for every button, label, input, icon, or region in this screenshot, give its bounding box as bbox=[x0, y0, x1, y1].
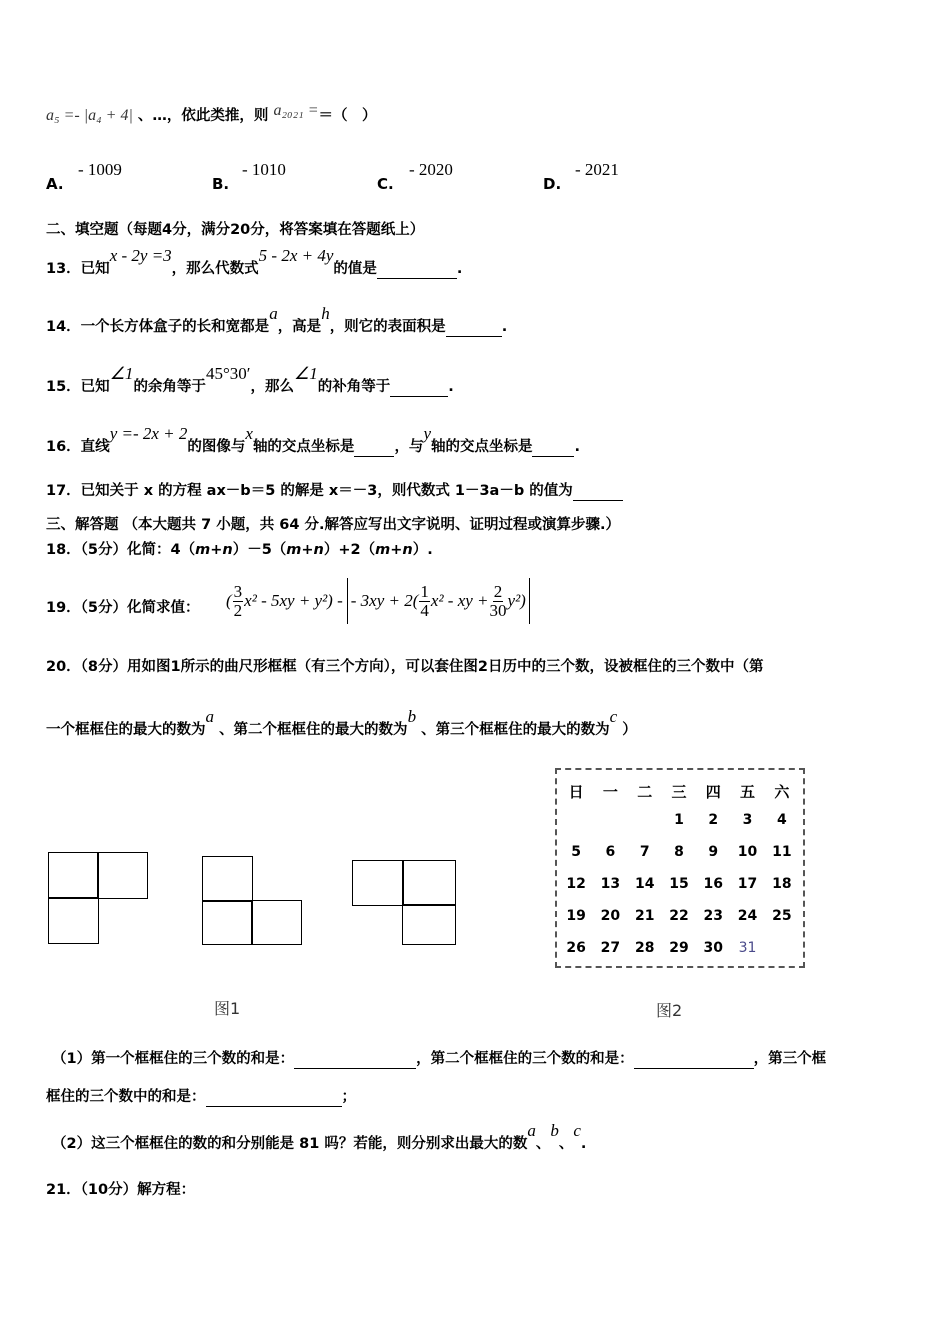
q20-text: 、第三个框框住的最大的数为 bbox=[421, 722, 610, 738]
calendar-day: 5 bbox=[571, 844, 582, 860]
weekday: 日 bbox=[568, 782, 584, 801]
calendar-figure bbox=[555, 768, 805, 968]
option-d-value: - 2021 bbox=[575, 160, 619, 179]
q18-text: ）－5（ bbox=[232, 542, 287, 558]
calendar-day bbox=[559, 804, 593, 836]
q13-text: 13．已知 bbox=[46, 261, 110, 277]
square bbox=[202, 856, 253, 902]
question-13 bbox=[46, 246, 463, 279]
q14-text: ，则它的表面积是 bbox=[329, 319, 446, 335]
calendar-day: 11 bbox=[772, 844, 792, 860]
square bbox=[352, 860, 404, 906]
figure-1-caption: 图1 bbox=[214, 999, 241, 1018]
q15-text: 的补角等于 bbox=[317, 379, 391, 395]
calendar-day: 30 bbox=[703, 940, 723, 956]
sub1-text: ，第三个框 bbox=[753, 1051, 827, 1067]
sub1-text: （1）第一个框框住的三个数的和是： bbox=[52, 1051, 295, 1067]
calendar-day bbox=[593, 804, 627, 836]
q15-text: 的余角等于 bbox=[133, 379, 206, 395]
q20-text: ） bbox=[622, 722, 637, 738]
answer-blank bbox=[446, 336, 502, 337]
sub2-text: 、 bbox=[558, 1136, 574, 1152]
math-expr: b bbox=[407, 707, 417, 726]
fraction bbox=[419, 583, 430, 620]
calendar-day bbox=[765, 932, 799, 964]
numerator: 1 bbox=[420, 581, 429, 601]
question-20-sub2 bbox=[52, 1121, 587, 1154]
calendar-day: 14 bbox=[634, 876, 655, 892]
option-b-value: - 1010 bbox=[242, 160, 286, 179]
q13-text: . bbox=[456, 261, 463, 277]
answer-blank bbox=[294, 1068, 416, 1069]
math-expr: a bbox=[527, 1121, 536, 1140]
q13-text: 的值是 bbox=[333, 261, 377, 277]
sub1-text: ，第二个框框住的三个数的和是： bbox=[416, 1051, 634, 1067]
fraction bbox=[490, 583, 507, 620]
square bbox=[402, 860, 456, 906]
q14-text: ，高是 bbox=[277, 319, 322, 335]
sub1-text: ； bbox=[341, 1089, 356, 1105]
fraction bbox=[233, 583, 244, 620]
question-17 bbox=[46, 481, 623, 501]
q20-text: 一个框框住的最大的数为 bbox=[46, 722, 206, 738]
math-expr: ∠1 bbox=[293, 364, 318, 383]
bracket-group bbox=[347, 578, 530, 624]
calendar-day bbox=[628, 804, 662, 836]
sub1-text: 框住的三个数中的和是： bbox=[46, 1089, 206, 1105]
q16-text: 轴的交点坐标是 bbox=[252, 439, 355, 455]
weekday: 二 bbox=[637, 782, 653, 801]
calendar-week-row bbox=[559, 868, 799, 900]
option-b-label: B. bbox=[212, 175, 230, 193]
calendar-table bbox=[559, 778, 799, 964]
calendar-day: 27 bbox=[600, 940, 621, 956]
figure-2-caption: 图2 bbox=[656, 1001, 683, 1020]
math-part: - 3xy + 2( bbox=[350, 591, 419, 610]
q19-text: 19．（5分）化简求值： bbox=[46, 600, 200, 616]
calendar-day: 9 bbox=[708, 844, 719, 860]
math-a2021: a₂₀₂₁ = bbox=[273, 102, 319, 119]
answer-blank bbox=[573, 500, 623, 501]
calendar-day: 2 bbox=[708, 812, 719, 828]
math-part: x² - xy + bbox=[430, 591, 489, 610]
math-expr: c bbox=[573, 1121, 581, 1140]
q12-tail: ＝（ ） bbox=[318, 108, 377, 124]
square bbox=[97, 852, 148, 899]
calendar-day: 20 bbox=[600, 908, 621, 924]
calendar-day: 4 bbox=[776, 812, 787, 828]
calendar-day: 8 bbox=[674, 844, 684, 860]
option-c-value: - 2020 bbox=[409, 160, 453, 179]
weekday: 四 bbox=[705, 782, 721, 801]
option-c-label: C. bbox=[377, 175, 394, 193]
question-14 bbox=[46, 304, 508, 337]
math-expr: y =- 2x + 2 bbox=[109, 424, 188, 443]
sub2-text: （2）这三个框框住的数的和分别能是 81 吗？若能，则分别求出最大的数 bbox=[52, 1136, 528, 1152]
denominator: 4 bbox=[420, 600, 429, 620]
q13-text: ，那么代数式 bbox=[171, 261, 259, 277]
answer-blank bbox=[377, 278, 457, 279]
calendar-day: 1 bbox=[674, 812, 684, 828]
denominator: 2 bbox=[233, 600, 243, 620]
weekday: 六 bbox=[774, 782, 790, 801]
q18-text: ）. bbox=[412, 542, 433, 558]
answer-blank bbox=[354, 456, 394, 457]
math-a5: a₅ =- |a₄ + 4| bbox=[46, 107, 133, 124]
q16-text: 16．直线 bbox=[46, 439, 110, 455]
answer-blank bbox=[206, 1106, 342, 1107]
question-12-stem bbox=[46, 102, 377, 126]
q16-text: . bbox=[574, 439, 580, 455]
q15-text: 15．已知 bbox=[46, 379, 110, 395]
math-expr: x - 2y =3 bbox=[109, 246, 172, 265]
math-expr: m+n bbox=[195, 542, 233, 558]
calendar-week-row bbox=[559, 836, 799, 868]
option-a-label: A. bbox=[46, 175, 64, 193]
denominator: 30 bbox=[489, 600, 507, 620]
math-expr: 45°30′ bbox=[205, 364, 251, 383]
question-20-sub1-line2 bbox=[46, 1087, 356, 1107]
q16-text: 轴的交点坐标是 bbox=[430, 439, 533, 455]
calendar-day: 28 bbox=[634, 940, 655, 956]
math-expr: 5 - 2x + 4y bbox=[258, 246, 334, 265]
calendar-day: 7 bbox=[639, 844, 650, 860]
math-expr: c bbox=[609, 707, 618, 726]
calendar-day: 12 bbox=[566, 876, 586, 892]
weekday: 五 bbox=[740, 782, 756, 801]
q17-text: 17．已知关于 x 的方程 ax－b＝5 的解是 x＝－3，则代数式 1－3a－b 的值为 bbox=[46, 483, 573, 499]
math-expr: h bbox=[321, 304, 330, 323]
q20-text: 、第二个框框住的最大的数为 bbox=[219, 722, 408, 738]
question-20-sub1-line1 bbox=[52, 1049, 826, 1069]
calendar-day: 18 bbox=[772, 876, 792, 892]
option-a-value: - 1009 bbox=[78, 160, 122, 179]
numerator: 3 bbox=[233, 581, 243, 601]
calendar-day: 21 bbox=[634, 908, 655, 924]
calendar-day: 15 bbox=[669, 876, 689, 892]
calendar-day: 3 bbox=[742, 812, 753, 828]
calendar-day: 23 bbox=[703, 908, 723, 924]
question-15 bbox=[46, 364, 454, 397]
q18-text: ）+2（ bbox=[323, 542, 376, 558]
q15-text: . bbox=[448, 379, 454, 395]
section-3-heading: 三、解答题 （本大题共 7 小题，共 64 分.解答应写出文字说明、证明过程或演算步骤.） bbox=[46, 517, 621, 533]
calendar-day: 29 bbox=[669, 940, 689, 956]
q14-text: 14．一个长方体盒子的长和宽都是 bbox=[46, 319, 270, 335]
question-19 bbox=[46, 581, 526, 620]
calendar-day: 6 bbox=[605, 844, 616, 860]
q15-text: ，那么 bbox=[250, 379, 294, 395]
calendar-day: 26 bbox=[566, 940, 586, 956]
numerator: 2 bbox=[493, 581, 503, 601]
math-part: ( bbox=[226, 591, 232, 610]
calendar-day: 24 bbox=[737, 908, 758, 924]
answer-blank bbox=[634, 1068, 754, 1069]
math-expr: b bbox=[550, 1121, 559, 1140]
answer-blank bbox=[532, 456, 574, 457]
option-d-label: D. bbox=[543, 175, 562, 193]
q16-text: 的图像与 bbox=[187, 439, 246, 455]
math-expr: a bbox=[205, 707, 214, 726]
calendar-day: 10 bbox=[737, 844, 758, 860]
math-expr: x bbox=[245, 424, 253, 443]
square bbox=[202, 900, 253, 945]
square bbox=[402, 904, 456, 945]
calendar-day: 17 bbox=[737, 876, 758, 892]
calendar-day: 25 bbox=[772, 908, 792, 924]
q18-text: 18．（5分）化简：4（ bbox=[46, 542, 196, 558]
calendar-day: 13 bbox=[600, 876, 621, 892]
question-20-line2 bbox=[46, 707, 637, 740]
question-18 bbox=[46, 540, 433, 560]
section-2-heading: 二、填空题（每题4分，满分20分，将答案填在答题纸上） bbox=[46, 222, 425, 238]
calendar-day: 31 bbox=[738, 940, 757, 956]
math-part: x² - 5xy + y²) - bbox=[244, 591, 343, 610]
math-expr: ∠1 bbox=[109, 364, 134, 383]
weekday: 三 bbox=[671, 782, 687, 801]
q12-text: 、…，依此类推，则 bbox=[137, 108, 269, 124]
math-expr: a bbox=[269, 304, 278, 323]
q19-expression bbox=[226, 576, 530, 626]
math-expr: m+n bbox=[286, 542, 324, 558]
q14-text: . bbox=[501, 319, 508, 335]
math-expr: m+n bbox=[375, 542, 413, 558]
square bbox=[48, 852, 99, 899]
question-16 bbox=[46, 424, 580, 457]
calendar-weekdays bbox=[559, 778, 799, 804]
calendar-week-row bbox=[559, 804, 799, 836]
calendar-day: 19 bbox=[566, 908, 586, 924]
question-21: 21．（10分）解方程： bbox=[46, 1182, 196, 1198]
answer-blank bbox=[390, 396, 448, 397]
calendar-day: 16 bbox=[703, 876, 723, 892]
sub2-text: . bbox=[580, 1136, 587, 1152]
question-20-line1: 20．（8分）用如图1所示的曲尺形框框（有三个方向），可以套住图2日历中的三个数，设被框住的三个数中（第 bbox=[46, 659, 764, 675]
calendar-week-row bbox=[559, 932, 799, 964]
calendar-body bbox=[559, 804, 799, 964]
calendar-day: 22 bbox=[669, 908, 689, 924]
math-part: y²) bbox=[507, 591, 526, 610]
square bbox=[251, 900, 302, 945]
calendar-week-row bbox=[559, 900, 799, 932]
weekday: 一 bbox=[602, 782, 618, 801]
q16-text: ，与 bbox=[394, 439, 424, 455]
math-expr: y bbox=[423, 424, 431, 443]
sub2-text: 、 bbox=[535, 1136, 551, 1152]
square bbox=[48, 897, 99, 944]
